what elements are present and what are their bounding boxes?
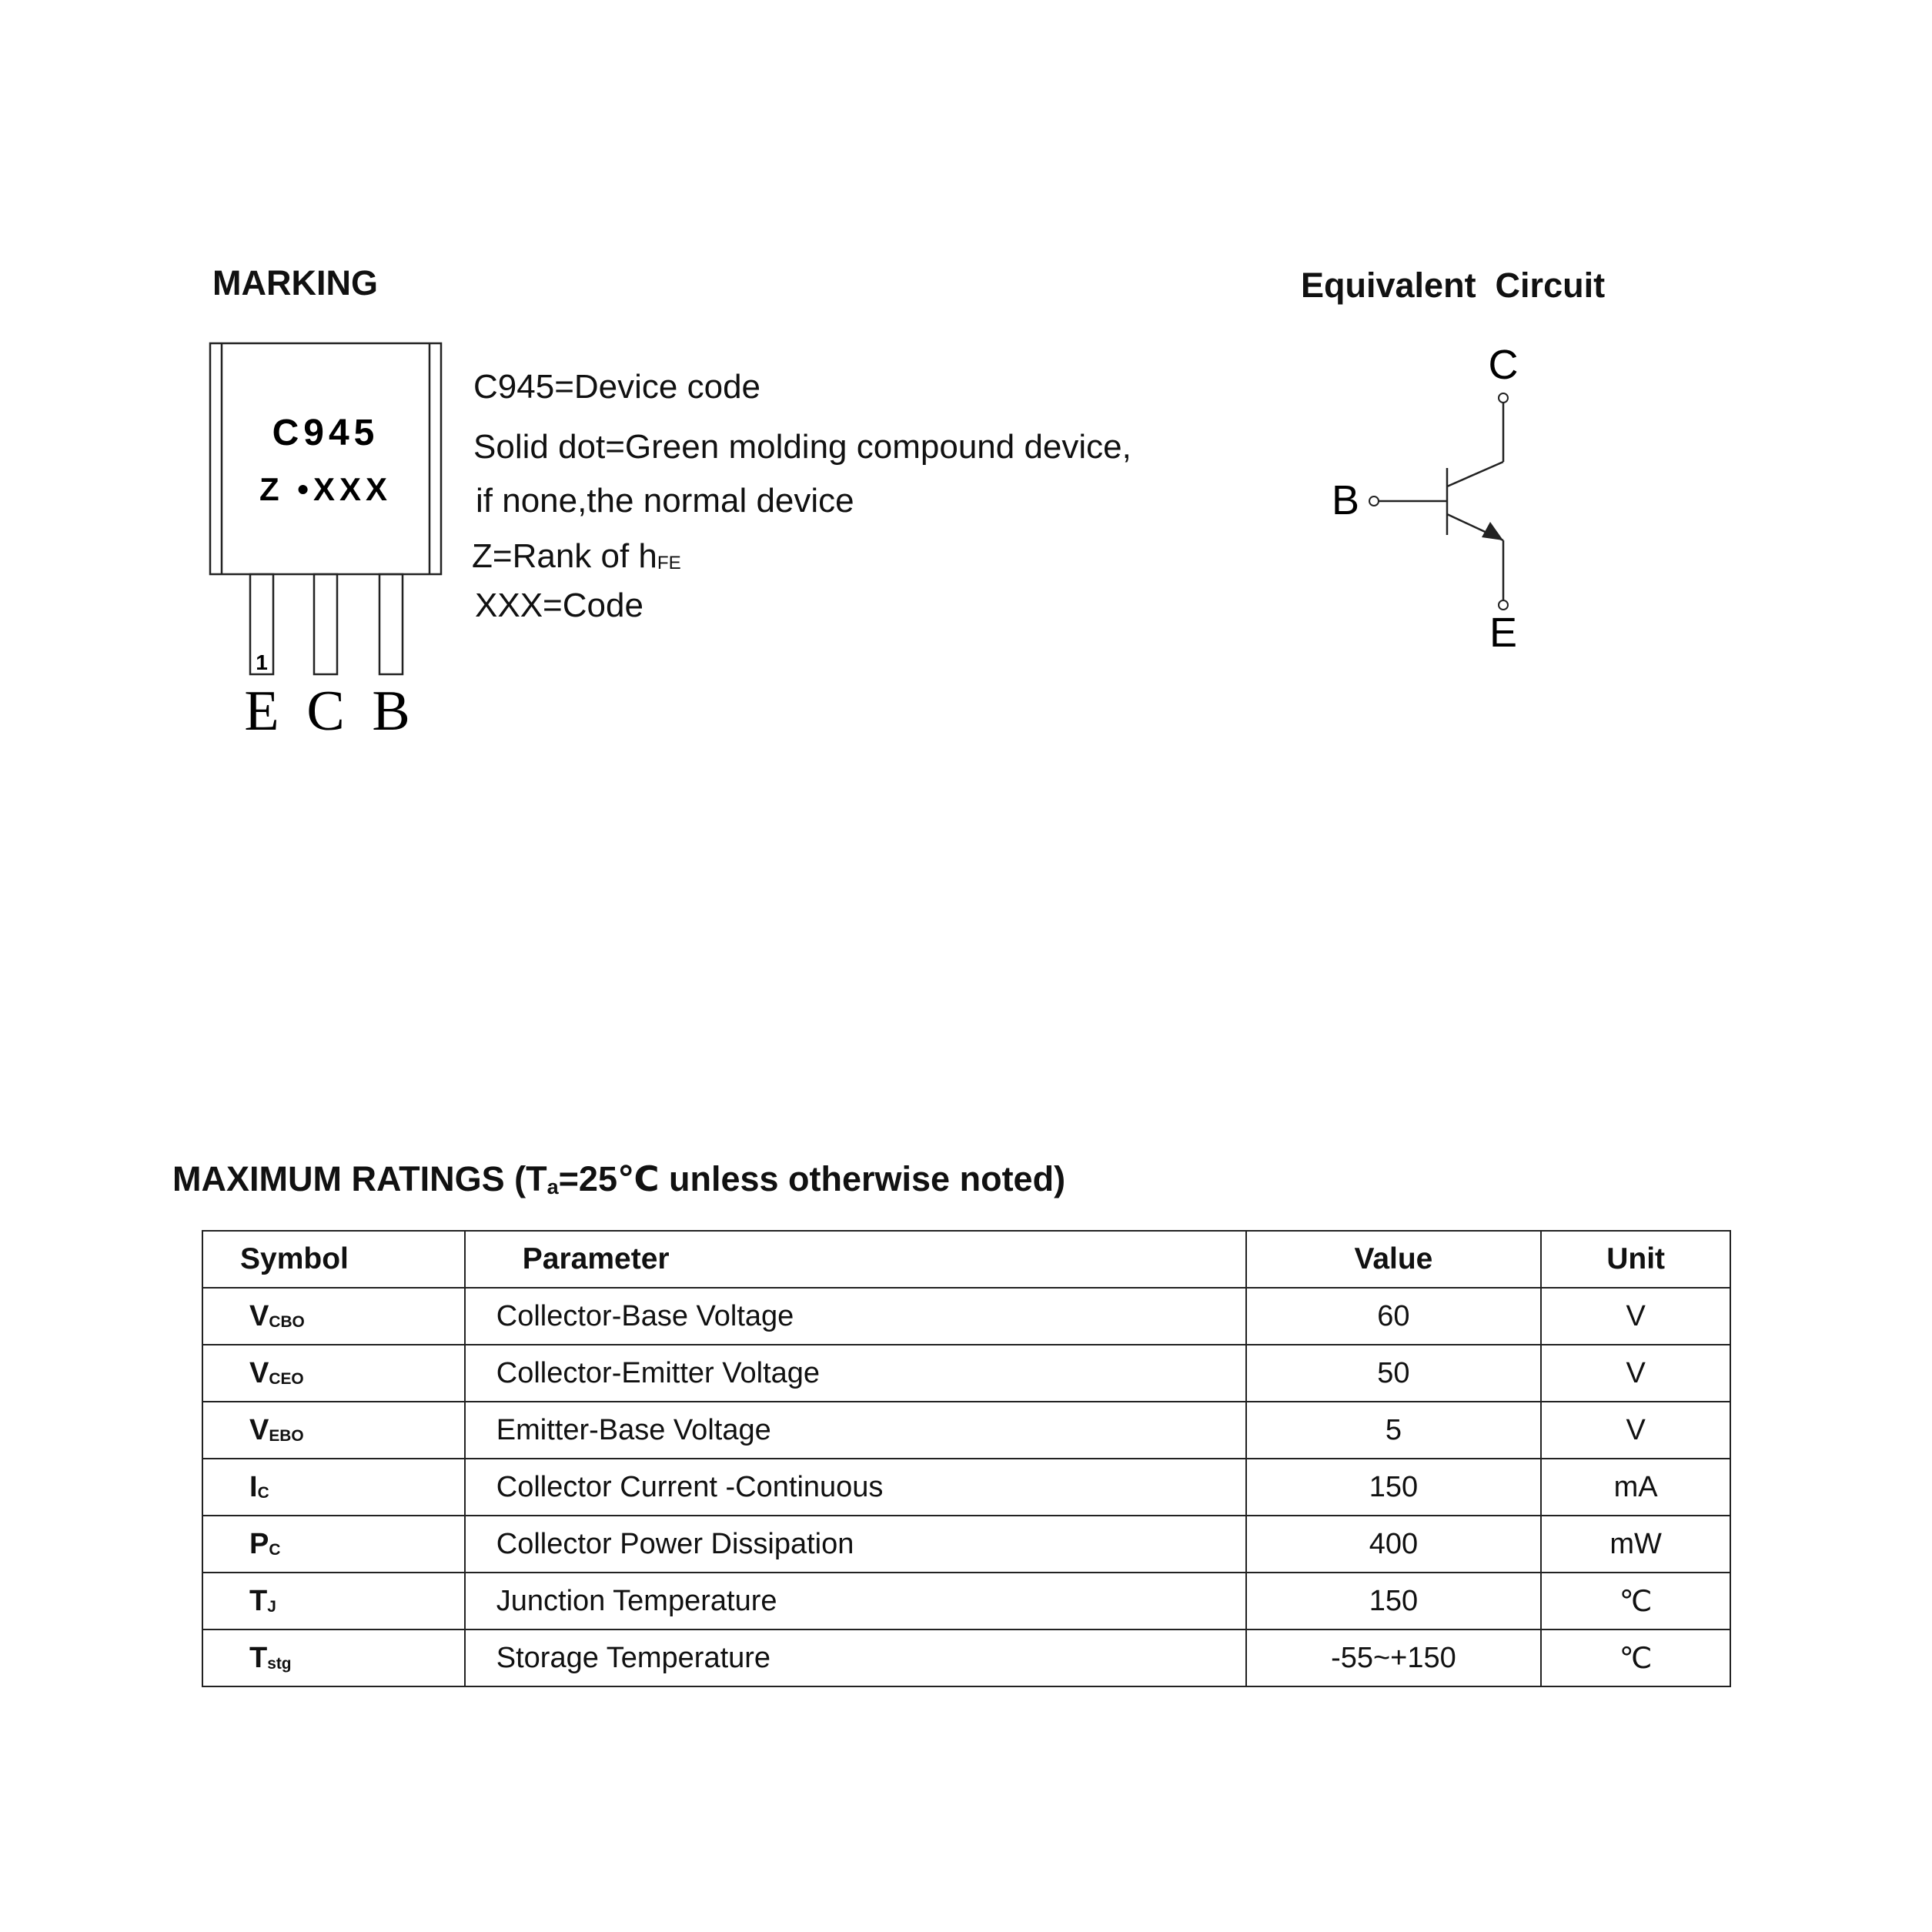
header-value: Value — [1246, 1231, 1542, 1288]
table-body — [202, 1288, 1730, 1686]
parameter-cell: Junction Temperature — [465, 1573, 1246, 1629]
pin-label-c: C — [306, 680, 345, 743]
header-symbol: Symbol — [202, 1231, 465, 1288]
symbol-cell — [202, 1345, 465, 1402]
terminal-label-b: B — [1331, 477, 1360, 523]
max-ratings-table — [202, 1230, 1731, 1687]
max-ratings-title — [172, 1158, 1065, 1199]
value-cell: 150 — [1246, 1459, 1542, 1516]
header-parameter: Parameter — [465, 1231, 1246, 1288]
unit-cell: V — [1541, 1402, 1730, 1459]
legend-rank-subscript: FE — [657, 553, 681, 574]
symbol-main: P — [249, 1527, 269, 1560]
symbol-cell — [202, 1573, 465, 1629]
unit-cell: ℃ — [1541, 1573, 1730, 1629]
emitter-terminal — [1499, 600, 1508, 610]
base-terminal — [1369, 496, 1379, 506]
parameter-cell: Collector Current -Continuous — [465, 1459, 1246, 1516]
symbol-cell — [202, 1459, 465, 1516]
lead-2 — [314, 574, 337, 674]
package-drawing — [200, 331, 462, 747]
symbol-subscript: CEO — [269, 1369, 304, 1388]
value-cell: 400 — [1246, 1516, 1542, 1573]
package-marking-line1: C945 — [272, 413, 379, 453]
unit-cell: V — [1541, 1345, 1730, 1402]
value-cell: 50 — [1246, 1345, 1542, 1402]
symbol-main: V — [249, 1413, 269, 1446]
symbol-subscript: C — [269, 1540, 281, 1559]
parameter-cell: Emitter-Base Voltage — [465, 1402, 1246, 1459]
table-row — [202, 1459, 1730, 1516]
marking-title: MARKING — [212, 263, 378, 303]
symbol-main: T — [249, 1641, 268, 1674]
symbol-main: I — [249, 1470, 258, 1503]
max-ratings-title-post: =25℃ unless otherwise noted) — [558, 1159, 1066, 1198]
unit-cell: mA — [1541, 1459, 1730, 1516]
value-cell: -55~+150 — [1246, 1629, 1542, 1686]
table-row — [202, 1288, 1730, 1345]
package-body — [210, 343, 441, 574]
table-row — [202, 1516, 1730, 1573]
legend-rank — [472, 537, 681, 576]
unit-cell: ℃ — [1541, 1629, 1730, 1686]
table-header-row — [202, 1231, 1730, 1288]
legend-device-code: C945=Device code — [473, 368, 761, 406]
symbol-subscript: CBO — [269, 1312, 305, 1331]
unit-cell: mW — [1541, 1516, 1730, 1573]
legend-solid-dot-line2: if none,the normal device — [476, 482, 854, 520]
package-marking-line2: Z •XXX — [259, 471, 393, 507]
collector-junction — [1447, 462, 1503, 486]
legend-rank-text: Z=Rank of h — [472, 537, 657, 575]
lead-3 — [379, 574, 403, 674]
parameter-cell: Collector-Base Voltage — [465, 1288, 1246, 1345]
collector-terminal — [1499, 393, 1508, 403]
value-cell: 5 — [1246, 1402, 1542, 1459]
symbol-main: T — [249, 1584, 268, 1617]
symbol-subscript: EBO — [269, 1426, 304, 1445]
pin-label-b: B — [372, 680, 410, 743]
parameter-cell: Collector Power Dissipation — [465, 1516, 1246, 1573]
table-row — [202, 1629, 1730, 1686]
pin-label-e: E — [244, 680, 279, 743]
value-cell: 150 — [1246, 1573, 1542, 1629]
terminal-label-e: E — [1489, 610, 1518, 656]
symbol-cell — [202, 1629, 465, 1686]
table-row — [202, 1573, 1730, 1629]
symbol-cell — [202, 1288, 465, 1345]
equivalent-circuit-title: Equivalent Circuit — [1301, 266, 1606, 305]
parameter-cell: Collector-Emitter Voltage — [465, 1345, 1246, 1402]
value-cell: 60 — [1246, 1288, 1542, 1345]
header-unit: Unit — [1541, 1231, 1730, 1288]
npn-transistor-symbol — [1324, 339, 1524, 662]
legend-code: XXX=Code — [475, 587, 643, 624]
legend-solid-dot-line1: Solid dot=Green molding compound device, — [473, 428, 1131, 466]
pin-number-label: 1 — [256, 650, 268, 674]
table-row — [202, 1345, 1730, 1402]
symbol-cell — [202, 1402, 465, 1459]
symbol-cell — [202, 1516, 465, 1573]
table-row — [202, 1402, 1730, 1459]
max-ratings-title-pre: MAXIMUM RATINGS (T — [172, 1159, 547, 1198]
terminal-label-c: C — [1488, 342, 1519, 388]
symbol-subscript: stg — [267, 1654, 292, 1673]
symbol-main: V — [249, 1299, 269, 1332]
parameter-cell: Storage Temperature — [465, 1629, 1246, 1686]
symbol-main: V — [249, 1356, 269, 1389]
symbol-subscript: J — [267, 1597, 276, 1616]
max-ratings-title-sub: a — [547, 1175, 559, 1199]
unit-cell: V — [1541, 1288, 1730, 1345]
symbol-subscript: C — [257, 1483, 269, 1502]
